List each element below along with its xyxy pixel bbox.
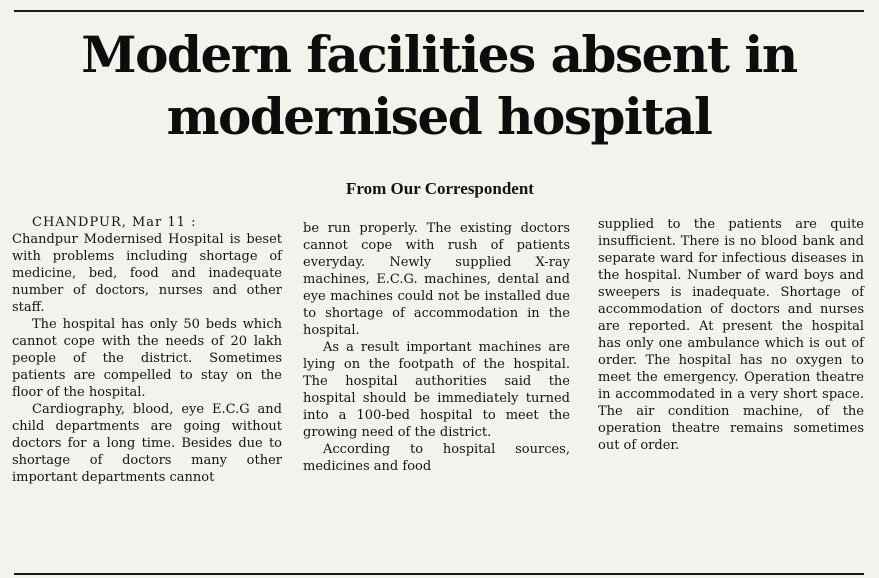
paragraph: be run properly. The existing doctors cannot cope with rush of patients everyday. Newly supplied X-ray machines, E.C.G. machines, dental and eye machines could not be installed due to shortage of accommodation in the hospital. <box>303 221 570 338</box>
top-rule <box>14 10 864 12</box>
bottom-rule <box>14 573 864 575</box>
headline: Modern facilities absent in modernised hospital <box>81 25 797 146</box>
article-column-2 <box>303 220 570 475</box>
byline: From Our Correspondent <box>346 179 534 198</box>
article-column-3 <box>598 216 864 454</box>
paragraph: Chandpur Modernised Hospital is beset with problems including shortage of medicine, bed, food and inadequate number of doctors, nurses and other staff. <box>12 232 282 315</box>
paragraph-dateline <box>12 214 282 231</box>
paragraph: The hospital has only 50 beds which cannot cope with the needs of 20 lakh people of the district. Sometimes patients are compelled to stay on the floor of the hospital. <box>12 317 282 400</box>
paragraph: supplied to the patients are quite insufficient. There is no blood bank and separate ward for infectious diseases in the hospital. Number of ward boys and sweepers is inadequate. Shortage of accommodation of doctors and nurses are reported. At present the hospital has only one ambulance which is out of order. The hospital has no oxygen to meet the emergency. Operation theatre in accommodated in a very short space. The air condition machine, of the operation theatre remains sometimes out of order. <box>598 217 864 453</box>
paragraph: According to hospital sources, medicines and food <box>303 442 570 474</box>
paragraph: Cardiography, blood, eye E.C.G and child departments are going without doctors for a long time. Besides due to shortage of doctors many other important departments cannot <box>12 402 282 485</box>
paragraph: As a result important machines are lying on the footpath of the hospital. The hospital authorities said the hospital should be immediately turned into a 100-bed hospital to meet the growing need of the district. <box>303 340 570 440</box>
article-column-1 <box>12 214 282 486</box>
dateline: CHANDPUR, Mar 11 : <box>32 215 197 230</box>
